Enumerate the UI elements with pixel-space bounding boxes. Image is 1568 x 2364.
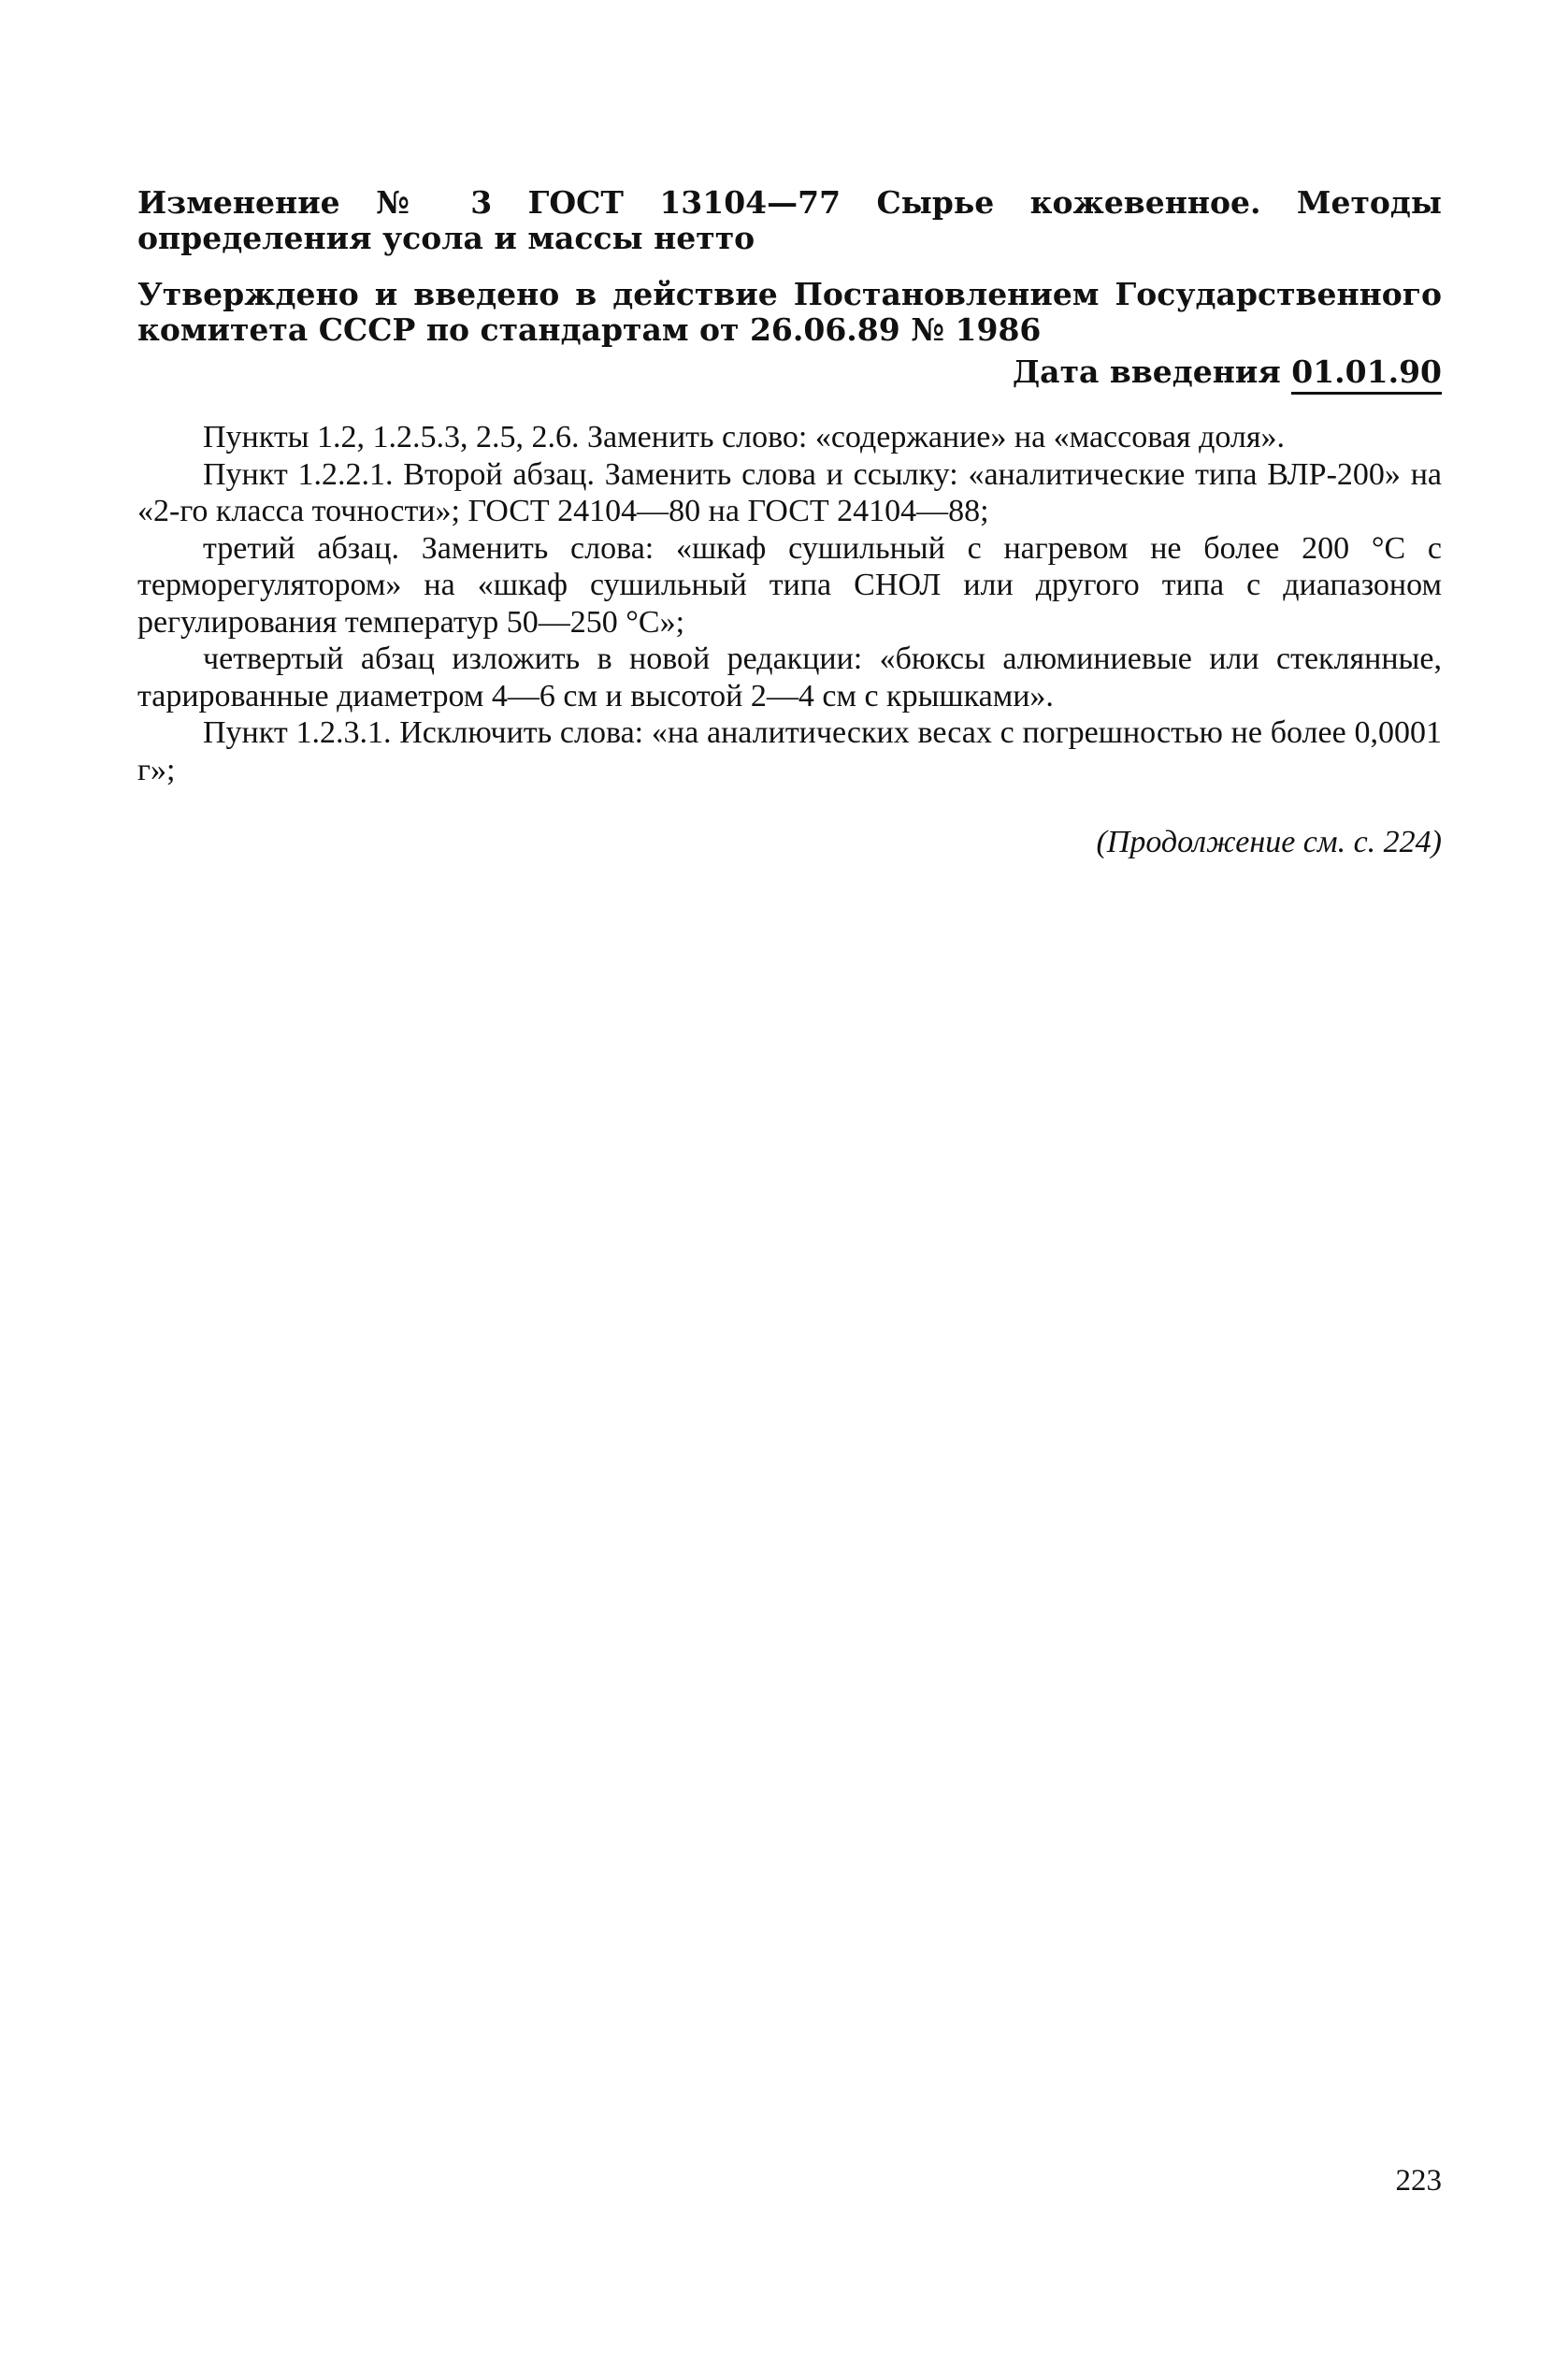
page-number: 223 [1395,2164,1442,2198]
body-paragraph-5: Пункт 1.2.3.1. Исключить слова: «на аналитических весах с погрешностью не более 0,0001 г»; [137,715,1442,787]
body-paragraph-2: Пункт 1.2.2.1. Второй абзац. Заменить слова и ссылку: «аналитические типа ВЛР-200» на «2-го класса точности»; ГОСТ 24104—80 на ГОСТ 24104—88; [137,456,1442,528]
amendment-body [137,419,1442,788]
continuation-note: (Продолжение см. с. 224) [1096,825,1442,859]
amendment-title: Изменение № 3 ГОСТ 13104—77 Сырье кожевенное. Методы определения усола и массы нетто [137,184,1442,256]
body-paragraph-4: четвертый абзац изложить в новой редакции: «бюксы алюминиевые или стеклянные, тарированные диаметром 4—6 см и высотой 2—4 см с крышками». [137,641,1442,714]
body-paragraph-1: Пункты 1.2, 1.2.5.3, 2.5, 2.6. Заменить слово: «содержание» на «массовая доля». [203,420,1286,454]
effective-date-line [137,353,1442,391]
effective-date-value: 01.01.90 [1291,353,1442,395]
approval-statement: Утверждено и введено в действие Постановлением Государственного комитета СССР по стандартам от 26.06.89 № 1986 [137,276,1442,348]
body-paragraph-3: третий абзац. Заменить слова: «шкаф сушильный с нагревом не более 200 °С с терморегулятором» на «шкаф сушильный типа СНОЛ или другого типа с диапазоном регулирования температур 50—250 °С»; [137,530,1442,640]
effective-date-label: Дата введения [1012,353,1281,390]
